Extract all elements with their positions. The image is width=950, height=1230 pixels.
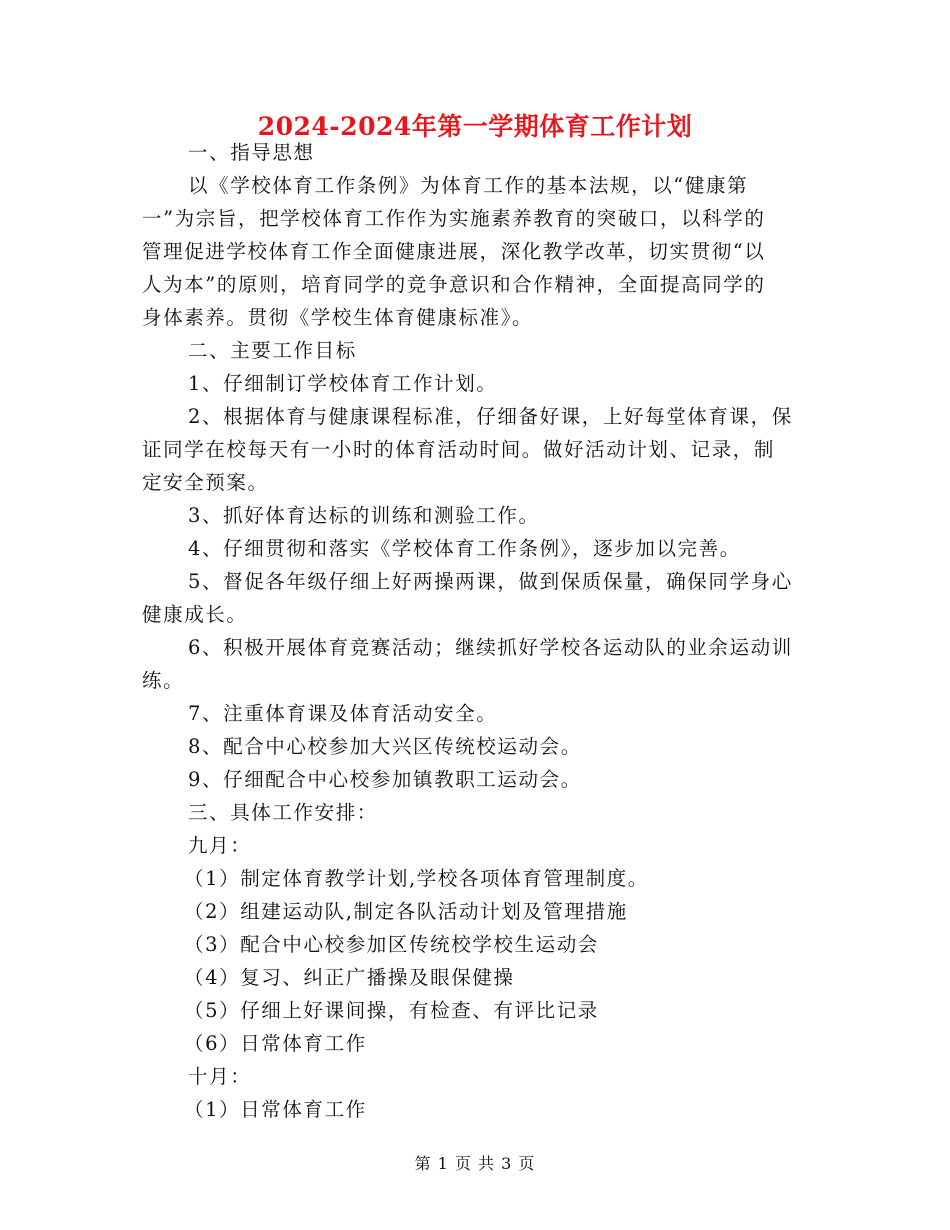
text-line: 7、注重体育课及体育活动安全。 [188,702,498,725]
text-line: 以《学校体育工作条例》为体育工作的基本法规，以“健康第 [188,174,749,197]
text-line: 3、抓好体育达标的训练和测验工作。 [188,504,540,527]
text-line: 1、仔细制订学校体育工作计划。 [188,372,498,395]
text-line: （6）日常体育工作 [184,1032,367,1055]
text-line: 人为本”的原则，培育同学的竞争意识和合作精神，全面提高同学的 [142,273,766,296]
text-line: 管理促进学校体育工作全面健康进展，深化教学改革，切实贯彻“以 [142,240,766,263]
text-line: 练。 [142,669,185,692]
text-line: 定安全预案。 [142,471,269,494]
text-line: 8、配合中心校参加大兴区传统校运动会。 [188,735,582,758]
text-line: 5、督促各年级仔细上好两操两课，做到保质保量，确保同学身心 [188,570,793,593]
text-line: 一”为宗旨，把学校体育工作作为实施素养教育的突破口，以科学的 [142,207,766,230]
text-line: 2、根据体育与健康课程标准，仔细备好课，上好每堂体育课，保 [188,405,793,428]
text-line: 证同学在校每天有一小时的体育活动时间。做好活动计划、记录，制 [142,438,776,461]
text-line: 身体素养。贯彻《学校生体育健康标准》。 [142,306,534,329]
text-line: 9、仔细配合中心校参加镇教职工运动会。 [188,768,582,791]
text-line: 一、指导思想 [188,141,315,164]
text-line: （5）仔细上好课间操，有检查、有评比记录 [184,999,599,1022]
text-line: 6、积极开展体育竞赛活动；继续抓好学校各运动队的业余运动训 [188,636,793,659]
text-line: 十月： [188,1065,252,1088]
text-line: （2）组建运动队,制定各队活动计划及管理措施 [184,900,628,923]
text-line: （4）复习、纠正广播操及眼保健操 [184,966,515,989]
text-line: （1）日常体育工作 [184,1098,367,1121]
text-line: 健康成长。 [142,603,248,626]
document-title: 2024-2024年第一学期体育工作计划 [257,112,693,141]
document-body [142,136,802,1126]
text-line: （1）制定体育教学计划,学校各项体育管理制度。 [184,867,649,890]
text-line: 4、仔细贯彻和落实《学校体育工作条例》，逐步加以完善。 [188,537,741,560]
text-line: 二、主要工作目标 [188,339,357,362]
text-line: 九月： [188,834,252,857]
page-footer: 第 1 页 共 3 页 [414,1154,536,1173]
text-line: 三、具体工作安排： [188,801,378,824]
text-line: （3）配合中心校参加区传统校学校生运动会 [184,933,599,956]
